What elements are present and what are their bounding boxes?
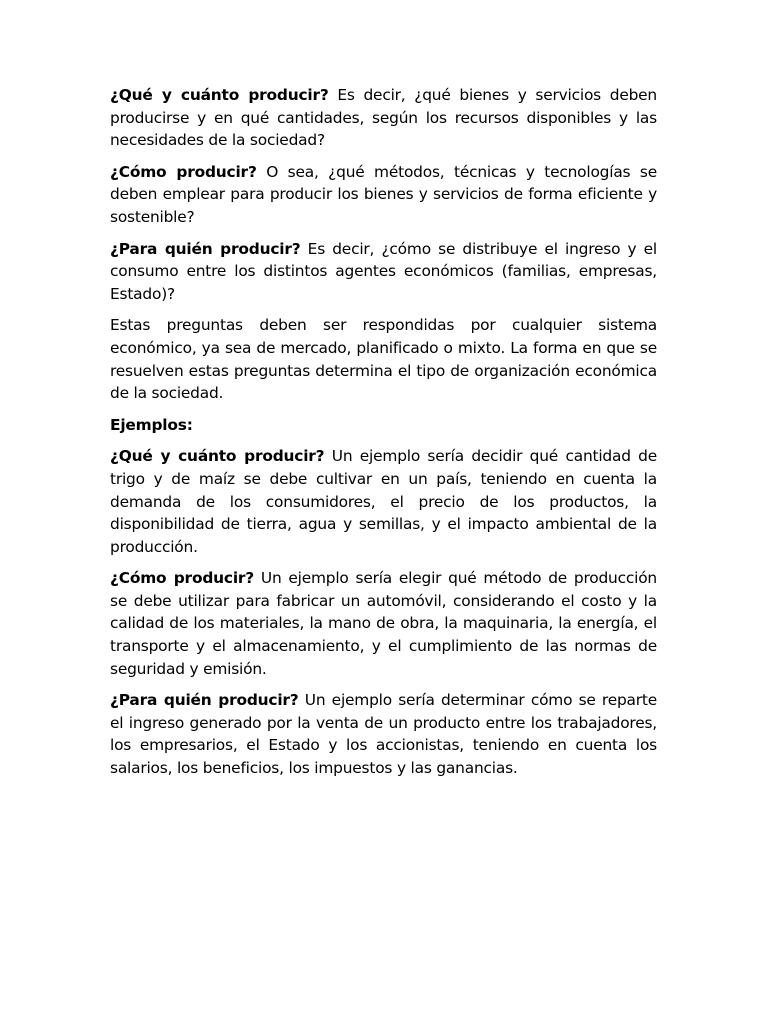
paragraph-para-quien bbox=[110, 238, 657, 306]
examples-heading: Ejemplos: bbox=[110, 415, 193, 434]
example-text: Un ejemplo sería elegir qué método de producción se debe utilizar para fabricar un automóvil, considerando el costo y la calidad de los materiales, la mano de obra, la maquinaria, la energía, el transporte y el almacenamiento, y el cumplimiento de las normas de seguridad y emisión. bbox=[110, 569, 657, 678]
question-label: ¿Cómo producir? bbox=[110, 569, 255, 588]
paragraph-como-producir bbox=[110, 161, 657, 229]
question-label: ¿Qué y cuánto producir? bbox=[110, 86, 329, 104]
question-label: ¿Qué y cuánto producir? bbox=[110, 447, 325, 466]
paragraph-text: Estas preguntas deben ser respondidas por cualquier sistema económico, ya sea de mercado, planificado o mixto. La forma en que se resuelven estas preguntas determina el tipo de organización económica de la sociedad. bbox=[110, 316, 657, 403]
example-text: Un ejemplo sería determinar cómo se reparte el ingreso generado por la venta de un producto entre los trabajadores, los empresarios, el Estado y los accionistas, teniendo en cuenta los salarios, los beneficios, los impuestos y las ganancias. bbox=[110, 691, 658, 778]
example-text: Un ejemplo sería decidir qué cantidad de trigo y de maíz se debe cultivar en un país, teniendo en cuenta la demanda de los consumidores, el precio de los productos, la disponibilidad de tierra, agua y semillas, y el impacto ambiental de la producción. bbox=[110, 447, 657, 556]
paragraph-summary bbox=[110, 314, 657, 404]
paragraph-text: O sea, ¿qué métodos, técnicas y tecnologías se deben emplear para producir los bienes y servicios de forma eficiente y sostenible? bbox=[110, 162, 657, 226]
document-body bbox=[110, 84, 657, 789]
paragraph-que-y-cuanto bbox=[110, 84, 657, 152]
paragraph-text: Es decir, ¿qué bienes y servicios deben producirse y en qué cantidades, según los recursos disponibles y las necesidades de la sociedad? bbox=[110, 86, 657, 150]
question-label: ¿Para quién producir? bbox=[110, 691, 299, 710]
example-para-quien bbox=[110, 689, 657, 779]
question-label: ¿Para quién producir? bbox=[110, 239, 301, 258]
example-como-producir bbox=[110, 567, 657, 680]
paragraph-text: Es decir, ¿cómo se distribuye el ingreso y el consumo entre los distintos agentes económicos (familias, empresas, Estado)? bbox=[110, 239, 658, 303]
example-que-y-cuanto bbox=[110, 445, 657, 558]
question-label: ¿Cómo producir? bbox=[110, 162, 257, 181]
